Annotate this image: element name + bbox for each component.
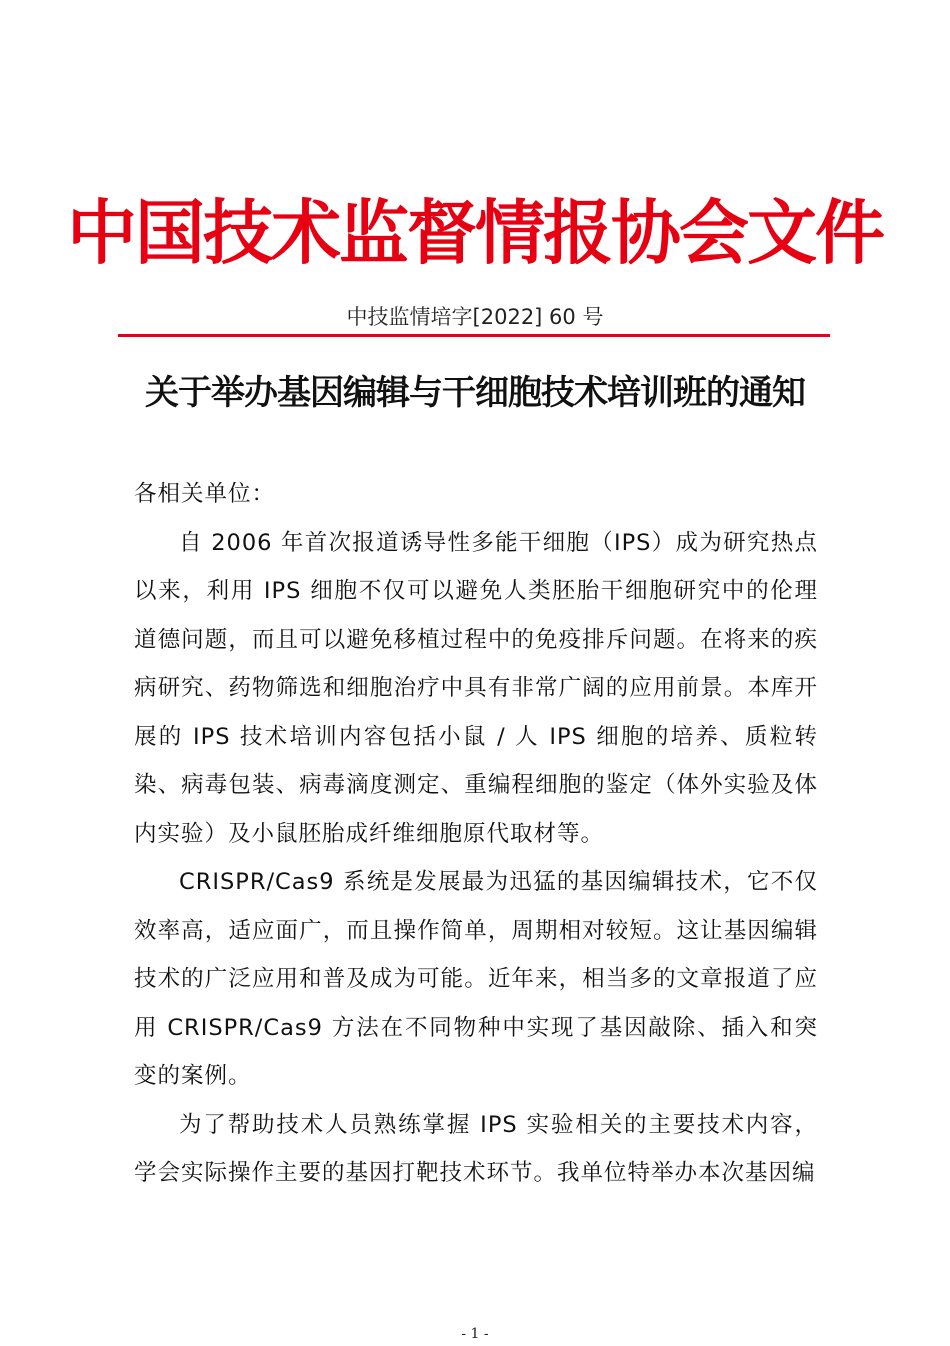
salutation: 各相关单位： <box>134 481 276 507</box>
header-divider-line <box>118 334 830 337</box>
body-paragraph: CRISPR/Cas9 系统是发展最为迅猛的基因编辑技术，它不仅效率高，适应面广，而且操作简单，周期相对较短。这让基因编辑技术的广泛应用和普及成为可能。近年来，相当多的文章报道了应用 CRISPR/Cas9 方法在不同物种中实现了基因敲除、插入和突变的案例。 <box>134 869 818 1089</box>
page-number: - 1 - <box>461 1326 489 1342</box>
document-body <box>134 470 818 1198</box>
body-paragraph: 为了帮助技术人员熟练掌握 IPS 实验相关的主要技术内容，学会实际操作主要的基因打靶技术环节。我单位特举办本次基因编 <box>134 1111 818 1186</box>
document-header-title: 中国技术监督情报协会文件 <box>67 191 883 274</box>
document-number: 中技监情培字[2022] 60 号 <box>346 305 604 329</box>
notice-title: 关于举办基因编辑与干细胞技术培训班的通知 <box>145 373 805 413</box>
body-paragraph: 自 2006 年首次报道诱导性多能干细胞（IPS）成为研究热点以来，利用 IPS 细胞不仅可以避免人类胚胎干细胞研究中的伦理道德问题，而且可以避免移植过程中的免疫排斥问题。在将来的疾病研究、药物筛选和细胞治疗中具有非常广阔的应用前景。本库开展的 IPS 技术培训内容包括小鼠 / 人 IPS 细胞的培养、质粒转染、病毒包装、病毒滴度测定、重编程细胞的鉴定（体外实验及体内实验）及小鼠胚胎成纤维细胞原代取材等。 <box>134 529 818 847</box>
